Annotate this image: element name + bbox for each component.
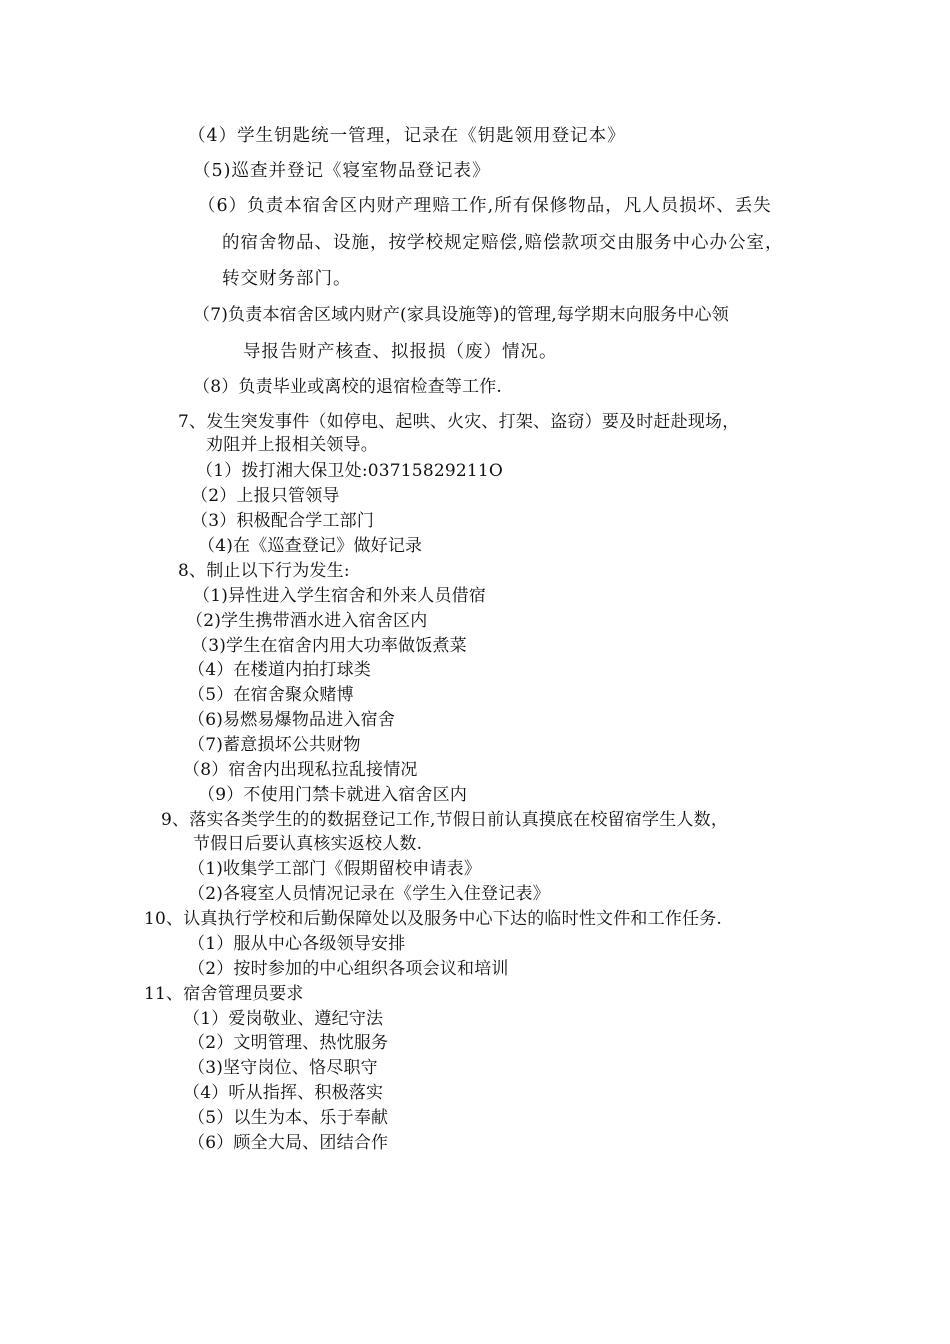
item-7-property-management: （7)负责本宿舍区域内财产(家具设施等)的管理,每学期末向服务中心领: [193, 305, 729, 325]
item-6-continuation-line-1: 的宿舍物品、设施，按学校规定赔偿,赔偿款项交由服务中心办公室，: [222, 233, 784, 253]
section-8-item-9: （9）不使用门禁卡就进入宿舍区内: [198, 785, 468, 805]
section-11-item-2: （2）文明管理、热忱服务: [188, 1033, 389, 1053]
section-7-item-3: （3）积极配合学工部门: [191, 511, 375, 531]
section-11-item-5: （5）以生为本、乐于奉献: [188, 1108, 389, 1128]
section-8-item-4: （4）在楼道内拍打球类: [188, 660, 372, 680]
item-4-key-management: （4）学生钥匙统一管理，记录在《钥匙领用登记本》: [188, 126, 626, 146]
section-8-item-1: （1)异性进入学生宿舍和外来人员借宿: [193, 586, 487, 606]
item-6-continuation-line-2: 转交财务部门。: [222, 269, 352, 289]
section-9-continuation: 节假日后要认真核实返校人数.: [193, 834, 423, 854]
section-11-item-1: （1）爱岗敬业、遵纪守法: [183, 1009, 384, 1029]
section-7-emergency-heading: 7、发生突发事件（如停电、起哄、火灾、打架、盗窃）要及时赶赴现场，: [178, 412, 740, 432]
section-8-item-7: （7)蓄意损坏公共财物: [188, 735, 361, 755]
section-8-item-8: （8）宿舍内出现私拉乱接情况: [183, 760, 418, 780]
item-6-property-compensation: （6）负责本宿舍区内财产理赔工作,所有保修物品，凡人员损坏、丢失: [198, 196, 772, 216]
item-7-continuation: 导报告财产核查、拟报损（废）情况。: [243, 342, 558, 362]
section-8-item-2: （2)学生携带酒水进入宿舍区内: [186, 611, 428, 631]
section-11-heading: 11、宿舍管理员要求: [144, 984, 304, 1004]
section-11-item-3: （3)坚守岗位、恪尽职守: [188, 1058, 378, 1078]
section-8-item-5: （5）在宿舍聚众赌博: [188, 685, 354, 705]
section-11-item-6: （6）顾全大局、团结合作: [188, 1133, 389, 1153]
section-7-item-2: （2）上报只管领导: [191, 486, 340, 506]
item-8-checkout-inspection: （8）负责毕业或离校的退宿检查等工作.: [193, 377, 503, 397]
section-10-heading: 10、认真执行学校和后勤保障处以及服务中心下达的临时性文件和工作任务.: [144, 909, 723, 929]
item-5-inspection-register: （5)巡查并登记《寝室物品登记表》: [193, 161, 491, 181]
section-8-heading: 8、制止以下行为发生:: [178, 561, 350, 581]
section-9-heading: 9、落实各类学生的的数据登记工作,节假日前认真摸底在校留宿学生人数，: [161, 810, 729, 830]
section-7-item-4: （4)在《巡查登记》做好记录: [198, 536, 423, 556]
section-7-continuation: 劝阻并上报相关领导。: [206, 435, 378, 455]
section-11-item-4: （4）听从指挥、积极落实: [183, 1083, 384, 1103]
section-8-item-6: （6)易燃易爆物品进入宿舍: [188, 710, 396, 730]
section-8-item-3: （3)学生在宿舍内用大功率做饭煮菜: [191, 636, 467, 656]
section-10-item-1: （1）服从中心各级领导安排: [188, 934, 406, 954]
section-9-item-2: （2)各寝室人员情况记录在《学生入住登记表》: [188, 884, 550, 904]
section-10-item-2: （2）按时参加的中心组织各项会议和培训: [188, 959, 509, 979]
section-9-item-1: （1)收集学工部门《假期留校申请表》: [188, 859, 482, 879]
section-7-item-1: （1）拨打湘大保卫处:03715829211O: [196, 461, 504, 481]
